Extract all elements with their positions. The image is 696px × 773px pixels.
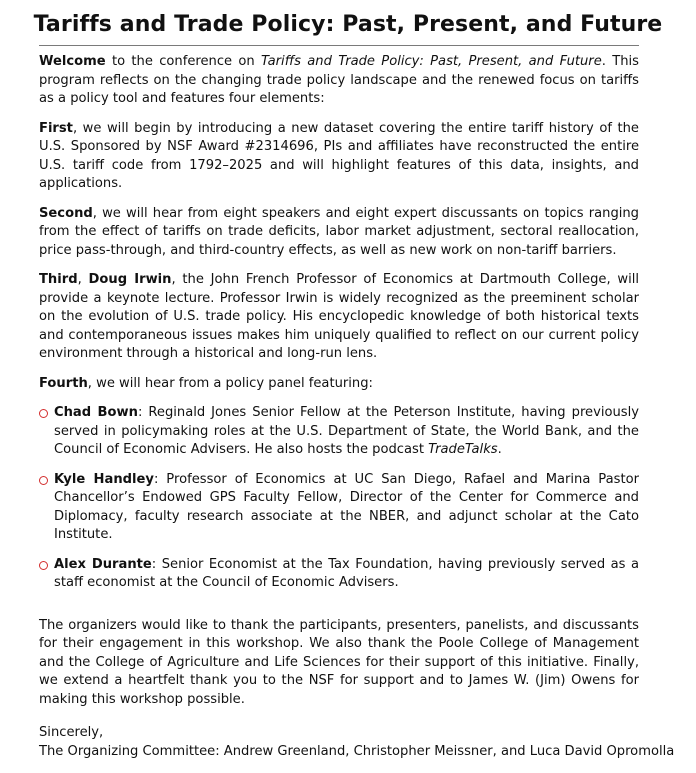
list-item [39,404,639,460]
circle-bullet-icon [39,409,48,418]
second-lead: Second [39,205,93,221]
thanks-paragraph: The organizers would like to thank the participants, presenters, panelists, and discussants for their engagement in this workshop. We also thank the Poole College of Management and the College of Agriculture and Life Sciences for their support of this initiative. Finally, we extend a heartfelt thank you to the NSF for support and to James W. (Jim) Owens for making this workshop possible. [39,617,639,707]
panelist-list [39,404,639,593]
signoff [39,724,675,761]
welcome-post: . This program reflects on the changing trade policy landscape and the renewed focus on tariffs as a policy tool and features four elements: [39,54,639,106]
fourth-paragraph [39,375,639,394]
fourth-lead: Fourth [39,375,88,391]
panelist-end: . [497,442,502,457]
circle-bullet-icon [39,561,48,570]
third-paragraph [39,271,639,364]
fourth-text: , we will hear from a policy panel featuring: [87,375,373,391]
conference-name: Tariffs and Trade Policy: Past, Present, and Future [261,54,602,69]
podcast-title: TradeTalks [428,442,498,457]
second-text: , we will hear from eight speakers and eight expert discussants on topics ranging from the effect of tariffs on trade deficits, labor market adjustment, sectoral reallocation, price pass-through, and third-country effects, as well as new work on non-tariff barriers. [39,205,639,258]
panelist-description: : Senior Economist at the Tax Foundation, having previously served as a staff economist at the Council of Economic Advisers. [54,556,640,590]
third-text: , the John French Professor of Economics at Dartmouth College, will provide a keynote lecture. Professor Irwin is widely recognized as the preeminent scholar on the evolution of U.S. trade policy. His encyclopedic knowledge of both historical texts and contemporaneous issues makes him uniquely qualified to reflect on our current policy environment through a historical and long-run lens. [39,272,639,361]
welcome-paragraph [39,53,639,109]
committee-signature: The Organizing Committee: Andrew Greenland, Christopher Meissner, and Luca David Opromolla [39,743,675,759]
keynote-name: Doug Irwin [88,272,172,287]
welcome-lead: Welcome [39,54,106,69]
welcome-pre: to the conference on [105,54,262,69]
panelist-description: : Reginald Jones Senior Fellow at the Peterson Institute, having previously served in policymaking roles at the U.S. Department of State, the World Bank, and the Council of Economic Advisers. He also hosts the podcast [54,405,639,457]
second-paragraph [39,205,639,261]
third-sep: , [77,272,89,287]
list-item [39,471,639,545]
list-item [39,556,639,593]
letter-body [39,53,639,720]
panelist-name: Kyle Handley [54,471,154,487]
panelist-description: : Professor of Economics at UC San Diego, Rafael and Marina Pastor Chancellor’s Endowed GPS Faculty Fellow, Director of the Center for Commerce and Diplomacy, faculty research associate at the NBER, and adjunct scholar at the Cato Institute. [54,471,639,542]
panelist-name: Alex Durante [54,556,152,572]
first-paragraph [39,120,639,194]
third-lead: Third [39,272,78,287]
title-rule [39,45,639,46]
first-lead: First [39,120,73,136]
page-title: Tariffs and Trade Policy: Past, Present, and Future [33,12,663,37]
closing: Sincerely, [39,725,104,740]
panelist-name: Chad Bown [54,405,138,420]
circle-bullet-icon [39,476,48,485]
first-text: , we will begin by introducing a new dataset covering the entire tariff history of the U.S. Sponsored by NSF Award #2314696, PIs and affiliates have reconstructed the entire U.S. tariff code from 1792–2025 and will highlight features of this data, insights, and applications. [39,120,639,191]
